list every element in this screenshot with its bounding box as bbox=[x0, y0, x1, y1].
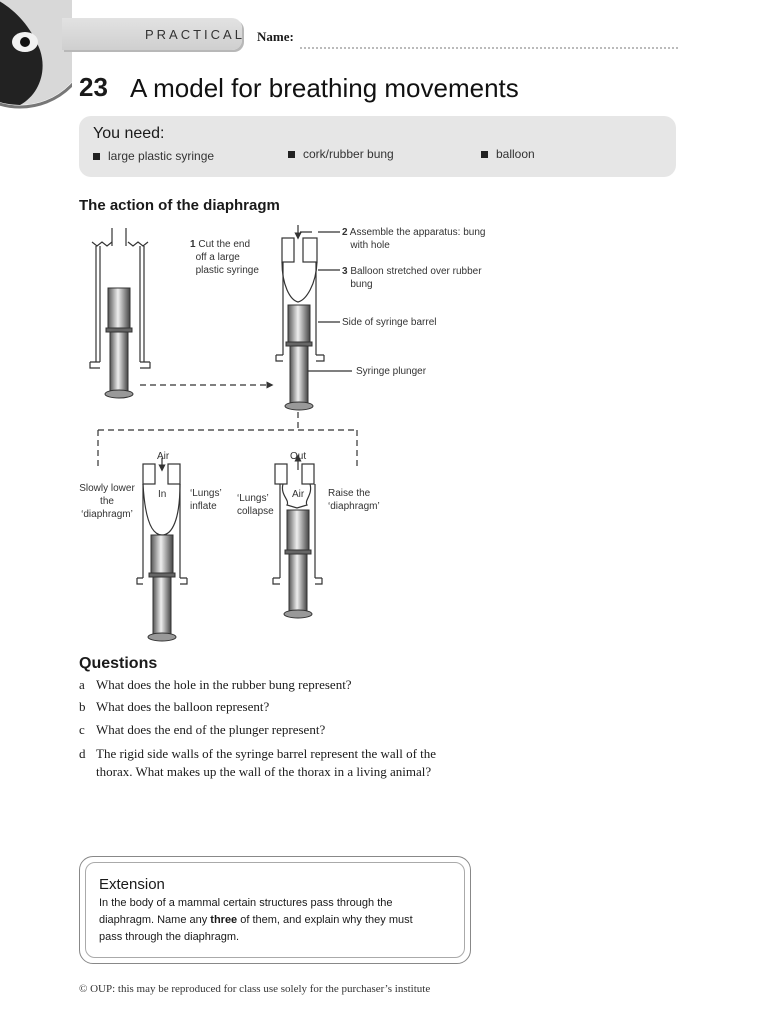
out-label: Out bbox=[290, 451, 307, 462]
question-c: c What does the end of the plunger represent? bbox=[79, 722, 326, 737]
extension-text: In the body of a mammal certain structures pass through the diaphragm. Name any three of them, and explain why they must pass through the diaphragm. bbox=[99, 897, 413, 943]
plunger-label: Syringe plunger bbox=[356, 366, 427, 377]
need-item: balloon bbox=[481, 147, 535, 161]
you-need-heading: You need: bbox=[93, 125, 165, 142]
step1-label: 1 Cut the end off a large plastic syringe bbox=[190, 239, 259, 276]
lungs-inflate-label: ‘Lungs’ inflate bbox=[190, 488, 222, 512]
barrel-label: Side of syringe barrel bbox=[342, 317, 437, 328]
need-item: cork/rubber bung bbox=[288, 147, 394, 161]
air-label: Air bbox=[157, 451, 170, 462]
lower-diaphragm-label: Slowly lower the ‘diaphragm’ bbox=[79, 483, 135, 520]
step2-label: 2 Assemble the apparatus: bung with hole bbox=[342, 227, 486, 251]
diagram-heading: The action of the diaphragm bbox=[79, 197, 280, 214]
extension-heading: Extension bbox=[99, 876, 165, 893]
tab-label: PRACTICAL bbox=[145, 27, 245, 42]
question-b: b What does the balloon represent? bbox=[79, 699, 270, 714]
raise-diaphragm-label: Raise the ‘diaphragm’ bbox=[328, 488, 380, 512]
step3-label: 3 Balloon stretched over rubber bung bbox=[342, 266, 482, 290]
need-item: large plastic syringe bbox=[93, 149, 214, 163]
question-d: d The rigid side walls of the syringe barrel represent the wall of the thorax. What makes up the wall of the thorax in a living animal? bbox=[79, 746, 437, 779]
name-label: Name: bbox=[257, 29, 294, 44]
practical-number: 23 bbox=[79, 72, 108, 102]
page-title: A model for breathing movements bbox=[130, 73, 519, 103]
question-a: a What does the hole in the rubber bung represent? bbox=[79, 677, 352, 692]
in-label: In bbox=[158, 489, 167, 500]
copyright-footer: © OUP: this may be reproduced for class use solely for the purchaser’s institute bbox=[79, 983, 431, 995]
air-out-label: Air bbox=[292, 489, 305, 500]
questions-heading: Questions bbox=[79, 655, 158, 672]
lungs-collapse-label: ‘Lungs’ collapse bbox=[237, 493, 274, 517]
